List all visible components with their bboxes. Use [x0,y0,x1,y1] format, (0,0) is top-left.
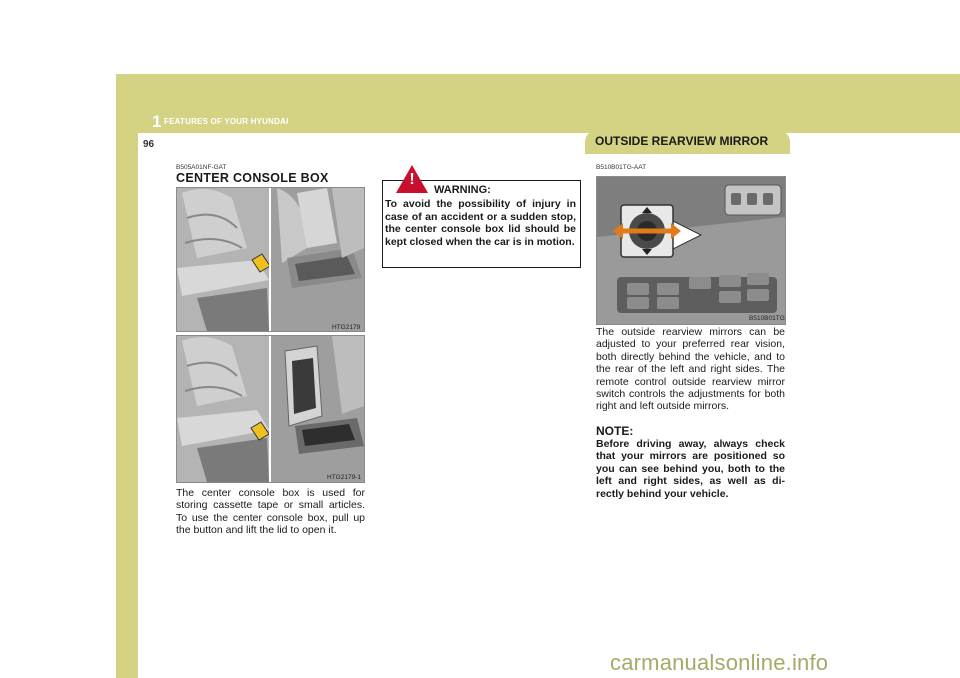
mirror-switch-photo [596,176,786,325]
console-photo-closed [176,187,365,332]
warning-exclamation: ! [409,171,415,188]
figure-caption-mirror: B510B01TG [749,315,785,322]
mirror-body-text: The outside rearview mirrors can be adjusted to your preferred rear vision, both directly behind the vehicle, and to the rear of the left and right sides. The remote control outside rearview mirror switch controls the adjustments for both right and left outside mirrors. [596,326,785,413]
note-text: Before driving away, always check that your mirrors are positioned so you can see behind you, both to the left and right sides, as well as di-rectly behind your vehicle. [596,438,785,500]
section-code-console: B505A01NF-GAT [176,164,227,171]
console-heading: CENTER CONSOLE BOX [176,171,329,185]
page-number: 96 [143,139,155,150]
section-title: OUTSIDE REARVIEW MIRROR [595,134,769,148]
chapter-title: FEATURES OF YOUR HYUNDAI [164,117,289,126]
console-photo-open [176,335,365,483]
figure-caption-console-2: HTG2179-1 [327,474,361,481]
console-body-text: The center console box is used for storing cassette tape or small articles. To use the center console box, pull up the button and lift the lid to open it. [176,487,365,537]
figure-caption-console-1: HTG2179 [332,324,361,331]
section-code-mirror: B510B01TG-AAT [596,164,647,171]
watermark: carmanualsonline.info [610,650,829,675]
warning-title: WARNING: [434,184,491,196]
note-title: NOTE: [596,424,634,438]
chapter-number: 1 [152,112,162,131]
warning-text: To avoid the possibility of injury in case of an accident or a sudden stop, the center console box lid should be kept closed when the car is in motion. [385,198,576,248]
